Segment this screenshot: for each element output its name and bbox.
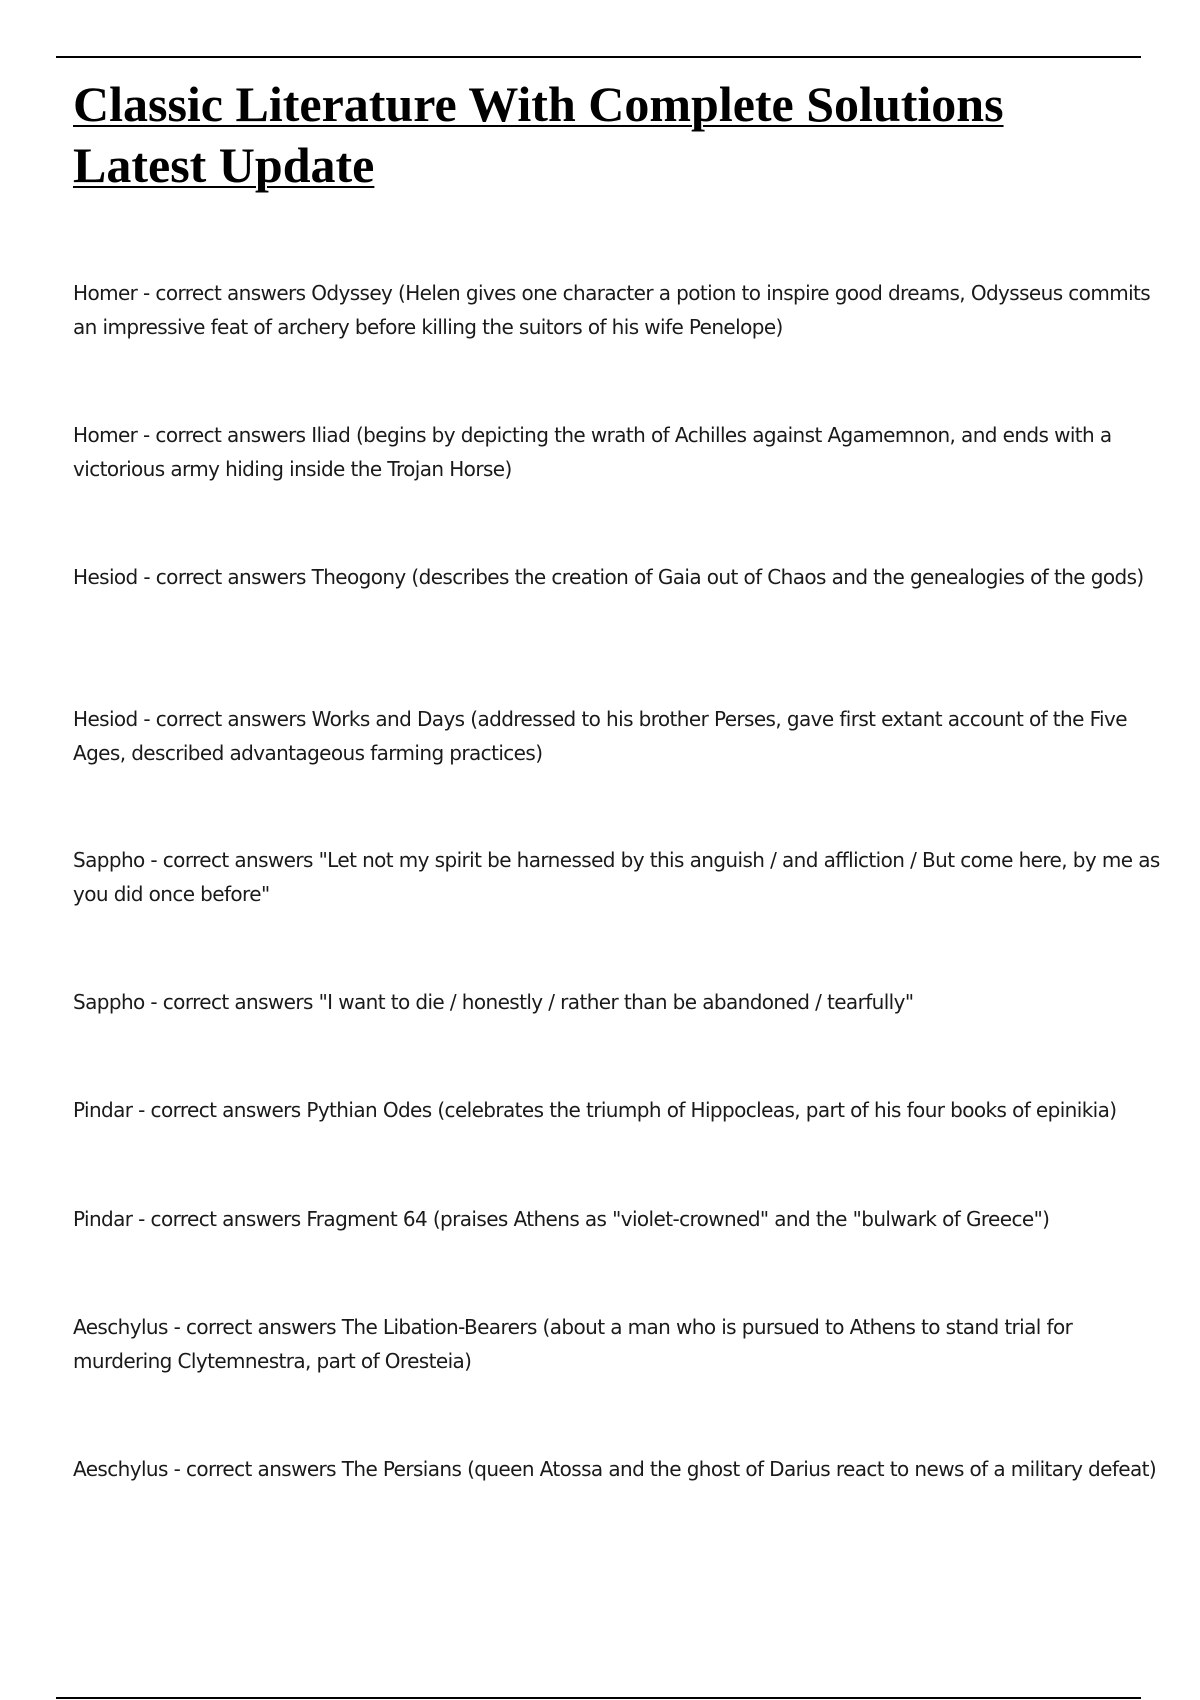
entry-homer-iliad: Homer - correct answers Iliad (begins by depicting the wrath of Achilles against Agamemnon, and ends with a victorious army hiding inside the Trojan Horse) [73,423,1112,481]
entry-aeschylus-persians: Aeschylus - correct answers The Persians (queen Atossa and the ghost of Darius react to news of a military defeat) [73,1457,1157,1481]
title-line-1: Classic Literature With Complete Solutions [73,76,1004,132]
entry-pindar-fragment-64: Pindar - correct answers Fragment 64 (praises Athens as "violet-crowned" and the "bulwark of Greece") [73,1207,1050,1231]
title-line-2: Latest Update [73,137,375,193]
entry-homer-odyssey: Homer - correct answers Odyssey (Helen gives one character a potion to inspire good dreams, Odysseus commits an impressive feat of archery before killing the suitors of his wife Penelope) [73,281,1151,339]
page-title [73,74,1133,196]
top-rule [56,56,1141,58]
bottom-rule [56,1697,1141,1699]
entry-hesiod-theogony: Hesiod - correct answers Theogony (describes the creation of Gaia out of Chaos and the genealogies of the gods) [73,565,1144,589]
entry-pindar-pythian-odes: Pindar - correct answers Pythian Odes (celebrates the triumph of Hippocleas, part of his four books of epinikia) [73,1098,1117,1122]
entry-sappho-spirit: Sappho - correct answers "Let not my spirit be harnessed by this anguish / and affliction / But come here, by me as you did once before" [73,848,1160,906]
entry-sappho-die: Sappho - correct answers "I want to die / honestly / rather than be abandoned / tearfully" [73,990,914,1014]
entry-aeschylus-libation-bearers: Aeschylus - correct answers The Libation-Bearers (about a man who is pursued to Athens to stand trial for murdering Clytemnestra, part of Oresteia) [73,1315,1073,1373]
entry-hesiod-works-and-days: Hesiod - correct answers Works and Days (addressed to his brother Perses, gave first extant account of the Five Ages, described advantageous farming practices) [73,707,1127,765]
